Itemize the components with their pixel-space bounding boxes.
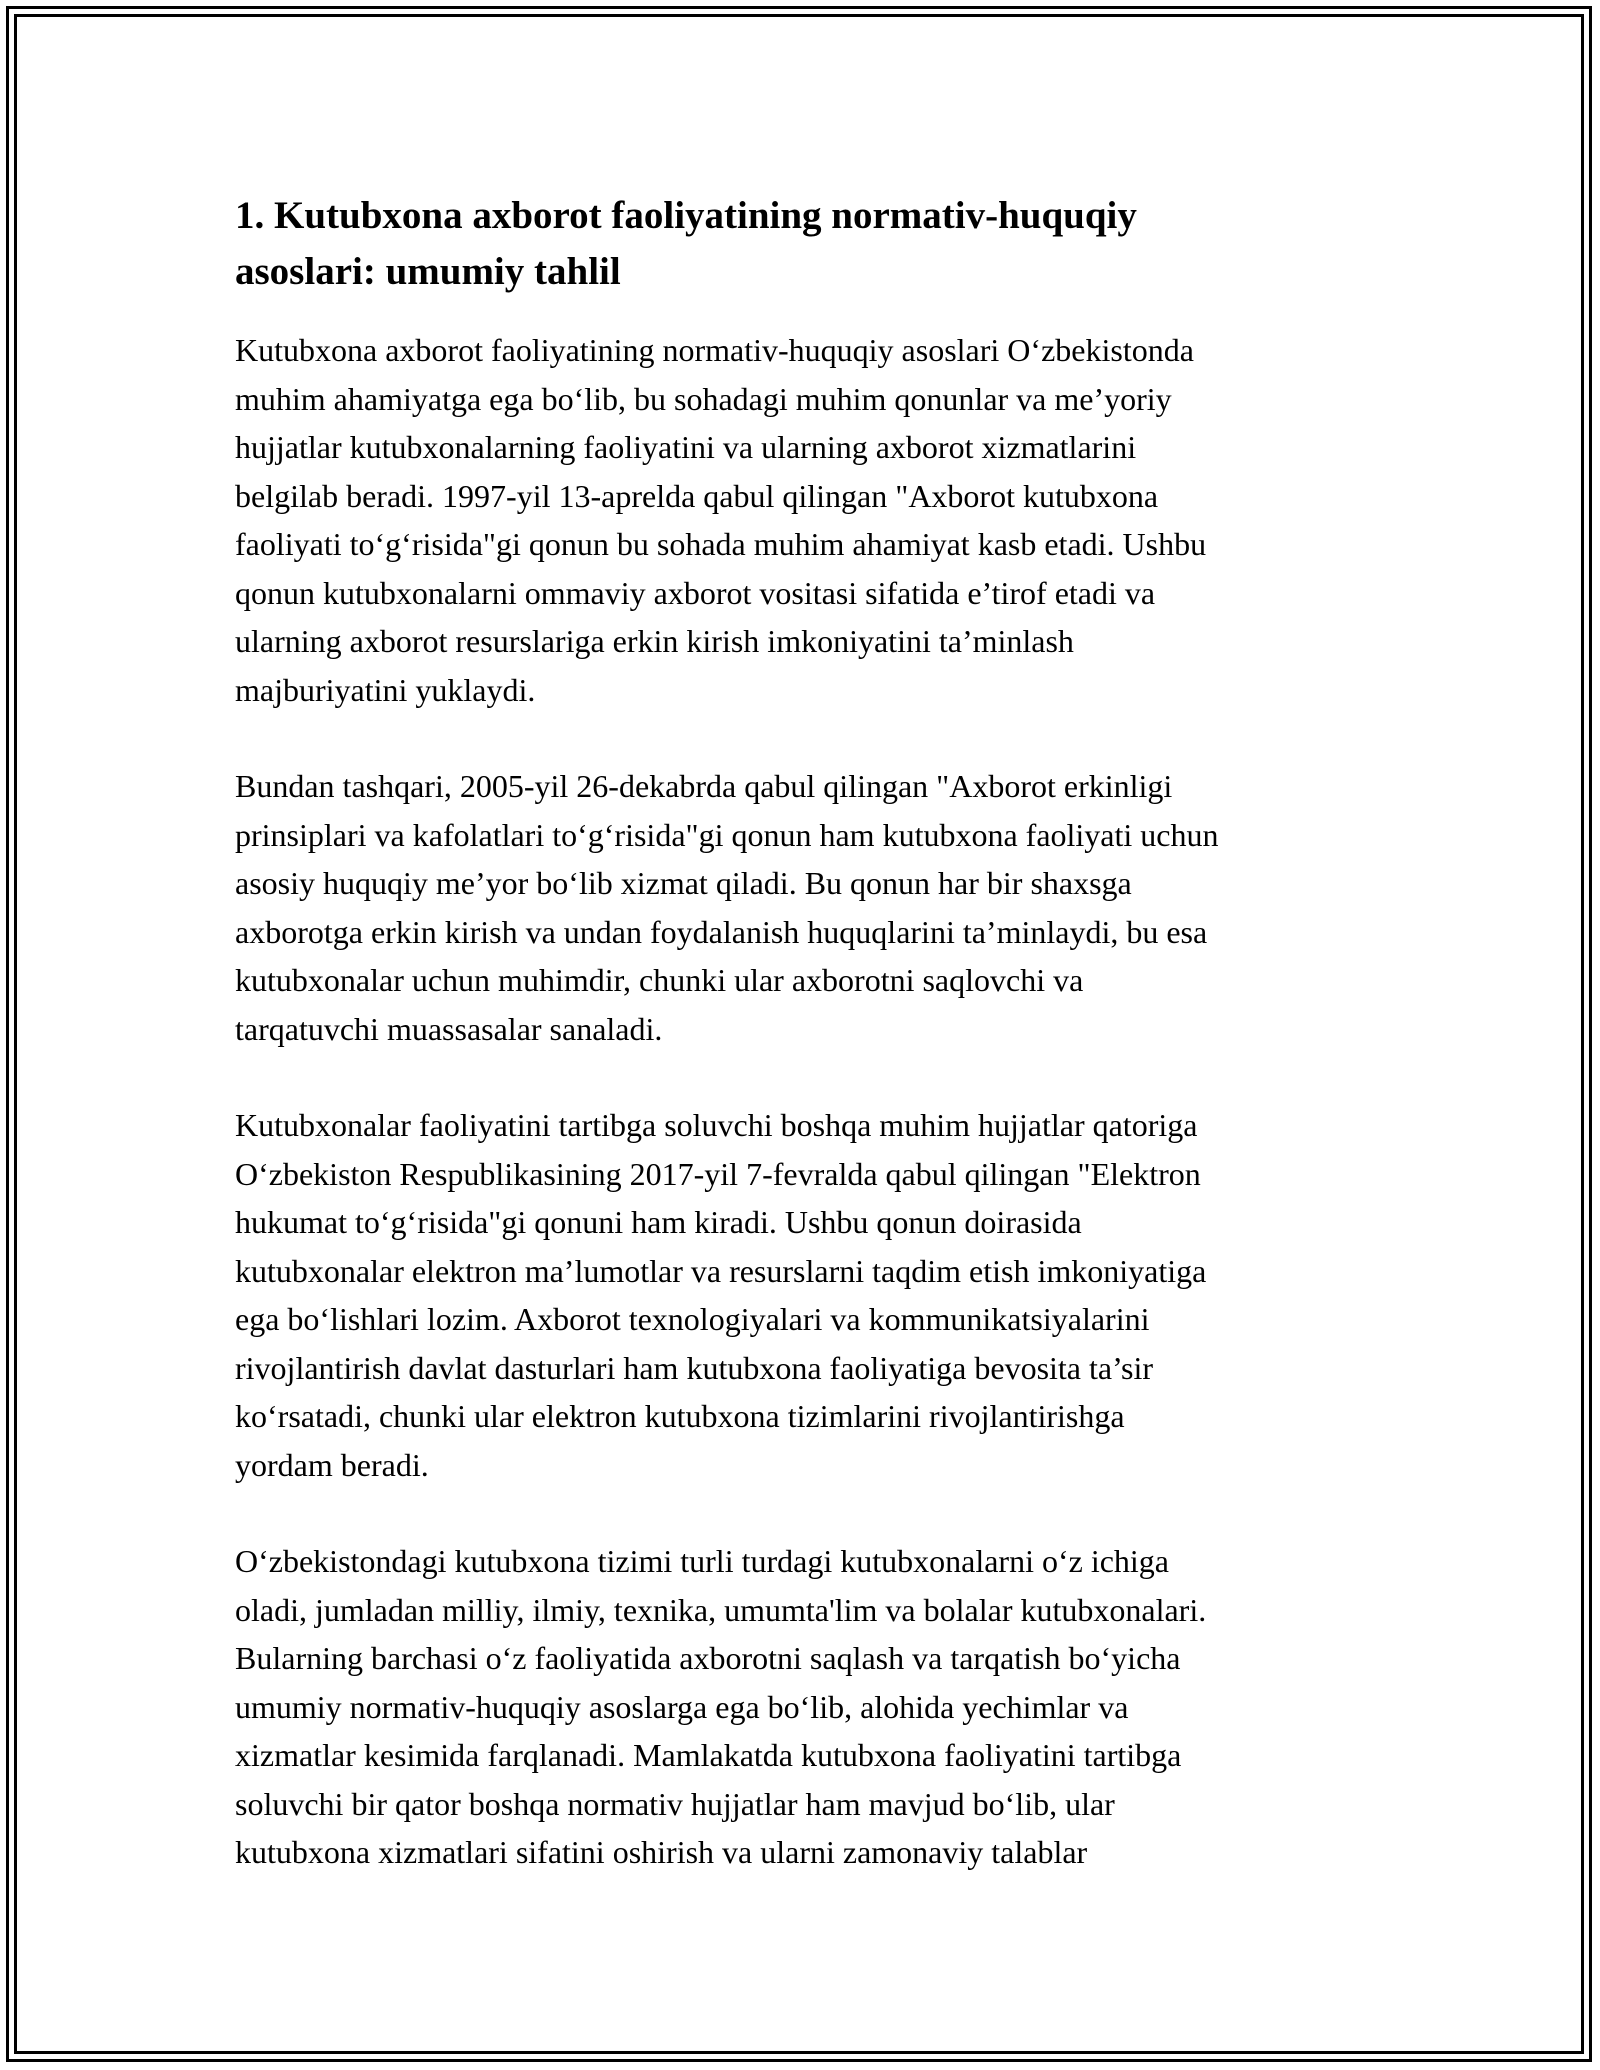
- document-body: [235, 188, 1370, 1877]
- section-heading: 1. Kutubxona axborot faoliyatining normativ-huquqiy asoslari: umumiy tahlil: [235, 194, 1137, 293]
- paragraph-2: Bundan tashqari, 2005-yil 26-dekabrda qabul qilingan "Axborot erkinligi prinsiplari va kafolatlari to‘g‘risida"gi qonun ham kutubxona faoliyati uchun asosiy huquqiy me’yor bo‘lib xizmat qiladi. Bu qonun har bir shaxsga axborotga erkin kirish va undan foydalanish huquqlarini ta’minlaydi, bu esa kutubxonalar uchun muhimdir, chunki ular axborotni saqlovchi va tarqatuvchi muassasalar sanaladi.: [235, 768, 1219, 1047]
- paragraph-3: Kutubxonalar faoliyatini tartibga soluvchi boshqa muhim hujjatlar qatoriga O‘zbekiston Respublikasining 2017-yil 7-fevralda qabul qilingan "Elektron hukumat to‘g‘risida"gi qonuni ham kiradi. Ushbu qonun doirasida kutubxonalar elektron ma’lumotlar va resurslarni taqdim etish imkoniyatiga ega bo‘lishlari lozim. Axborot texnologiyalari va kommunikatsiyalarini rivojlantirish davlat dasturlari ham kutubxona faoliyatiga bevosita ta’sir ko‘rsatadi, chunki ular elektron kutubxona tizimlarini rivojlantirishga yordam beradi.: [235, 1107, 1207, 1483]
- paragraph-4: O‘zbekistondagi kutubxona tizimi turli turdagi kutubxonalarni o‘z ichiga oladi, jumladan milliy, ilmiy, texnika, umumta'lim va bolalar kutubxonalari. Bularning barchasi o‘z faoliyatida axborotni saqlash va tarqatish bo‘yicha umumiy normativ-huquqiy asoslarga ega bo‘lib, alohida yechimlar va xizmatlar kesimida farqlanadi. Mamlakatda kutubxona faoliyatini tartibga soluvchi bir qator boshqa normativ hujjatlar ham mavjud bo‘lib, ular kutubxona xizmatlari sifatini oshirish va ularni zamonaviy talablar: [235, 1543, 1207, 1870]
- paragraph-1: Kutubxona axborot faoliyatining normativ-huquqiy asoslari O‘zbekistonda muhim ahamiyatga ega bo‘lib, bu sohadagi muhim qonunlar va me’yoriy hujjatlar kutubxonalarning faoliyatini va ularning axborot xizmatlarini belgilab beradi. 1997-yil 13-aprelda qabul qilingan "Axborot kutubxona faoliyati to‘g‘risida"gi qonun bu sohada muhim ahamiyat kasb etadi. Ushbu qonun kutubxonalarni ommaviy axborot vositasi sifatida e’tirof etadi va ularning axborot resurslariga erkin kirish imkoniyatini ta’minlash majburiyatini yuklaydi.: [235, 332, 1207, 708]
